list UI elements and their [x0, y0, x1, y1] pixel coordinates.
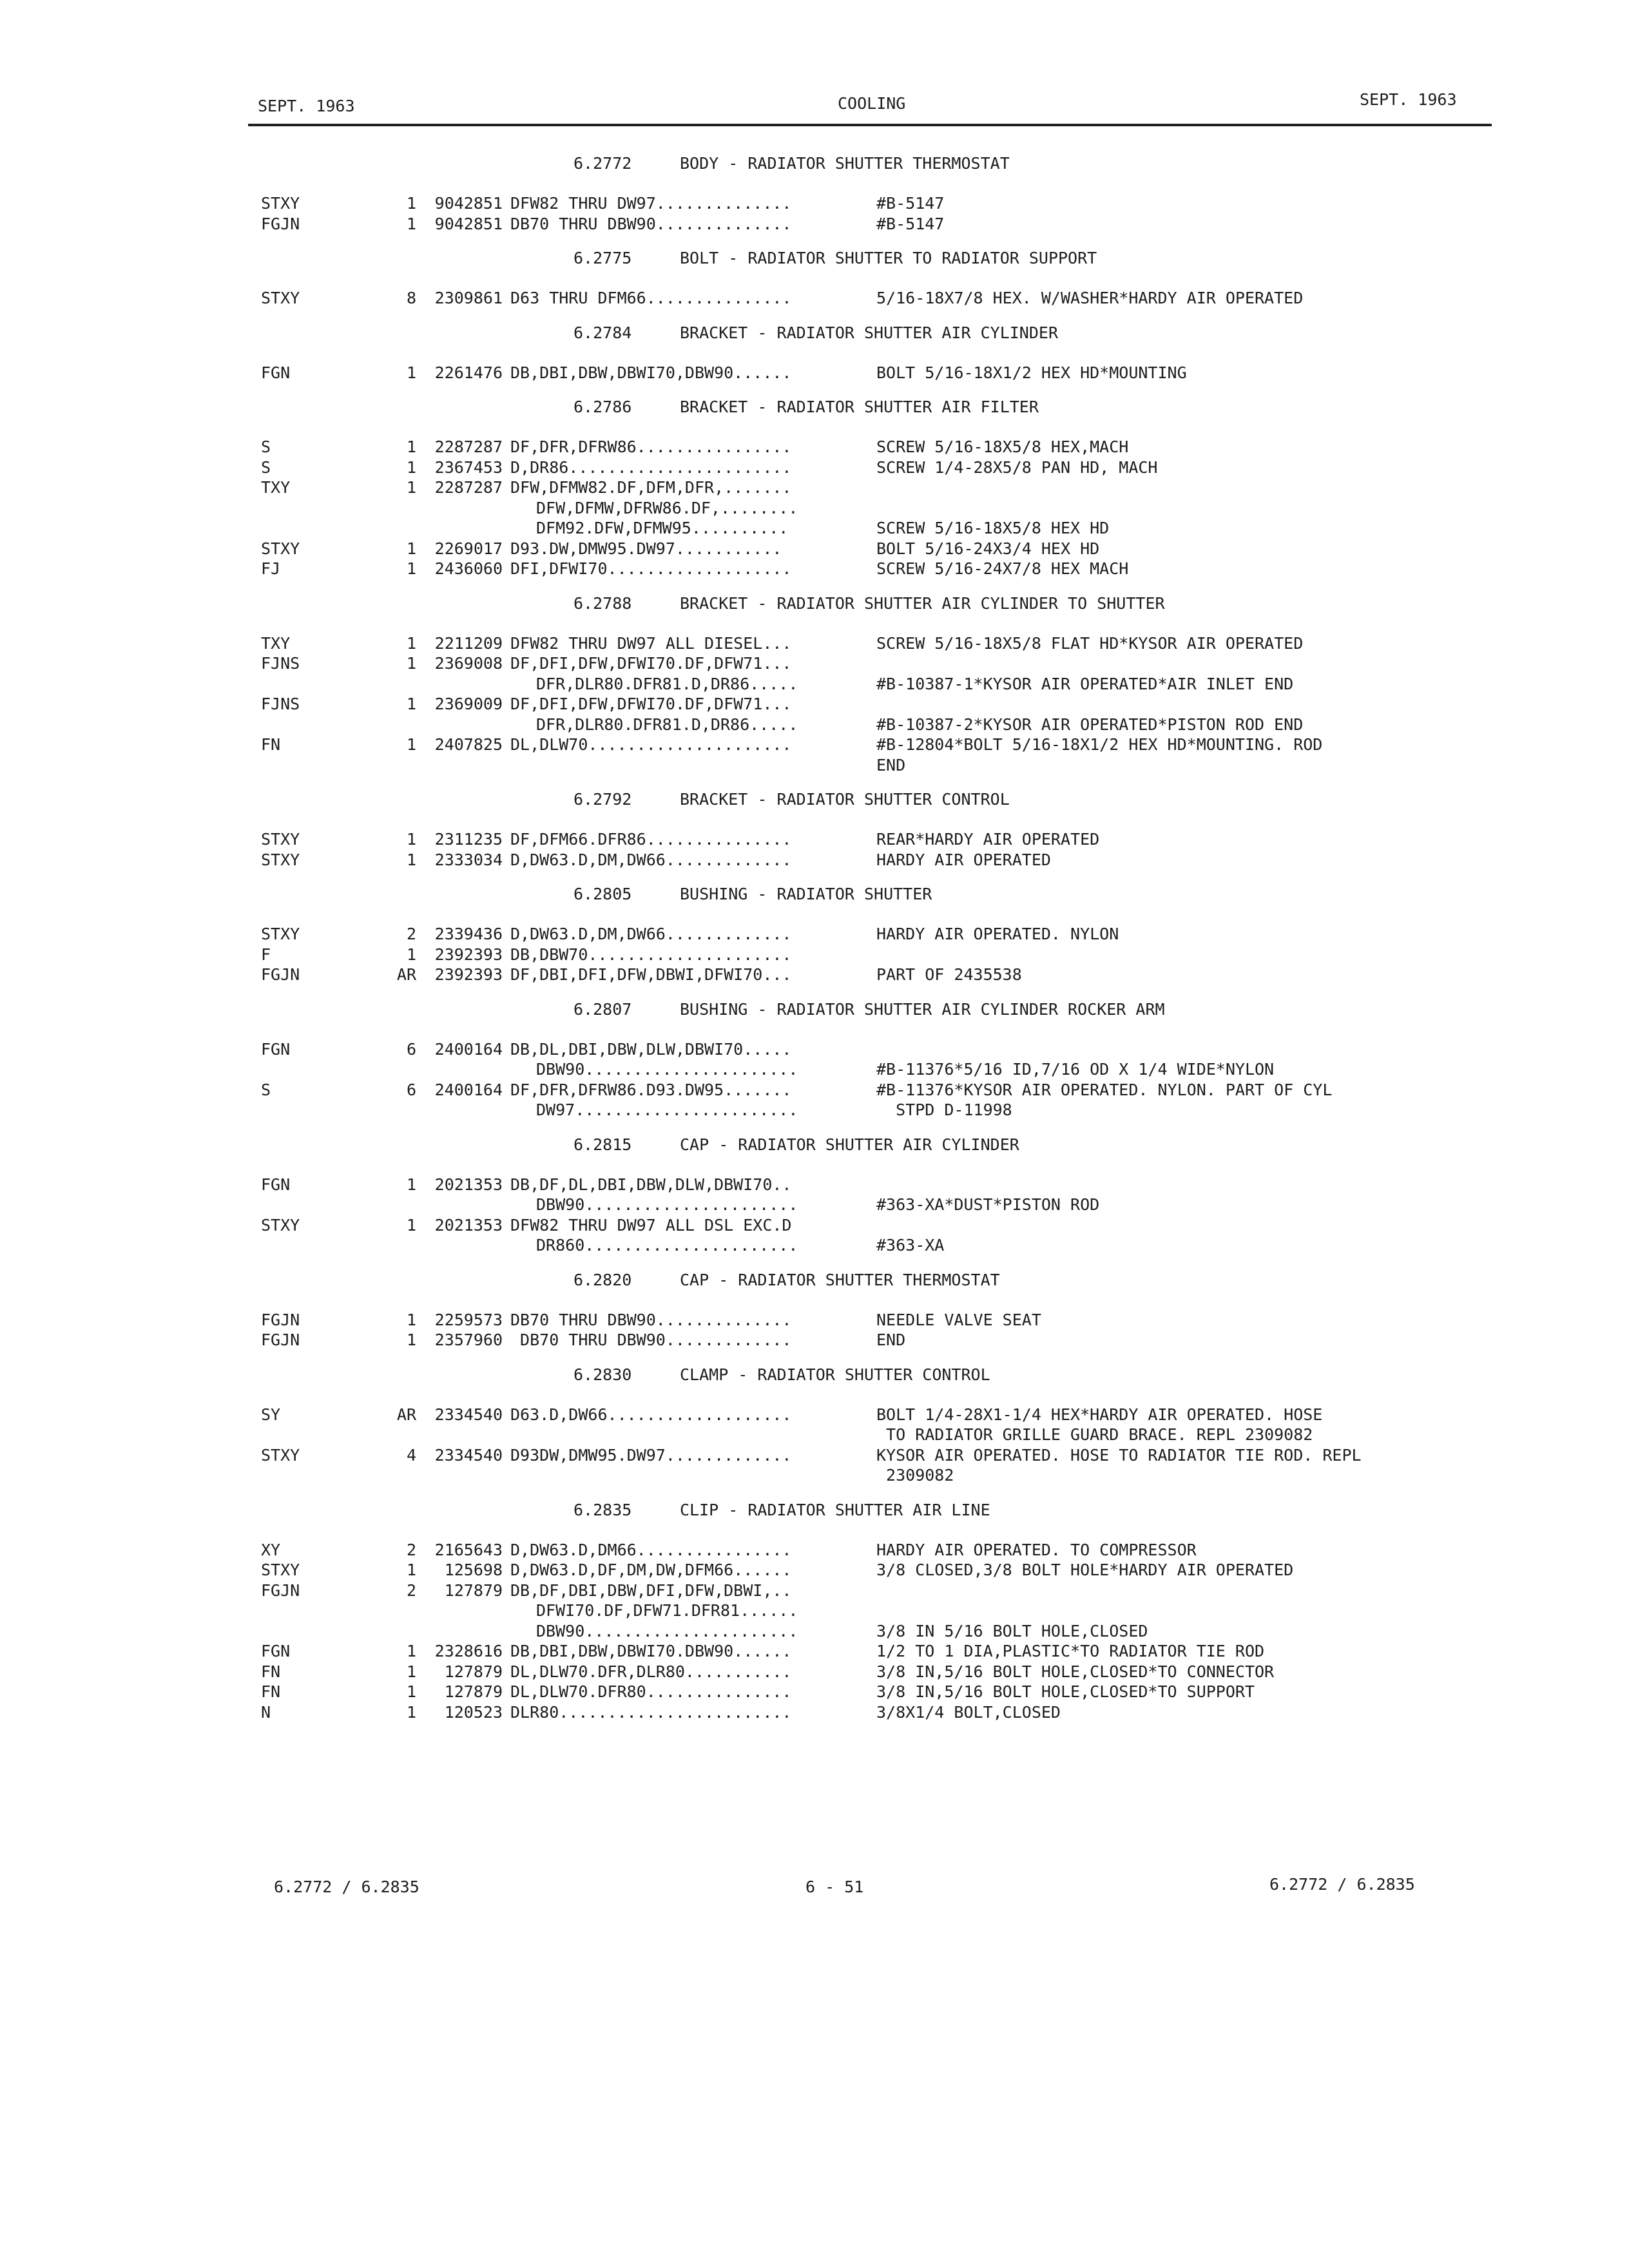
part-row: [0, 850, 1629, 870]
catalog-section: [0, 884, 1629, 985]
model-code: F: [261, 945, 271, 964]
quantity: 1: [406, 1662, 416, 1681]
catalog-section: [0, 1135, 1629, 1256]
header-date-left: SEPT. 1963: [258, 97, 355, 115]
part-number: 2269017: [434, 539, 503, 558]
model-usage: DF,DFI,DFW,DFWI70.DF,DFW71...: [510, 695, 792, 713]
part-number: 2392393: [434, 965, 503, 984]
model-usage: D,DW63.D,DM,DW66.............: [510, 850, 792, 869]
catalog-section: [0, 397, 1629, 579]
model-code: SY: [261, 1405, 281, 1424]
section-heading: [574, 1135, 1629, 1155]
model-code: FGN: [261, 1175, 291, 1194]
part-number: 9042851: [434, 214, 503, 233]
catalog-section: [0, 153, 1629, 234]
part-number: 2400164: [434, 1080, 503, 1099]
quantity: 6: [406, 1080, 416, 1099]
continuation-row: [0, 1195, 1629, 1215]
part-row: [0, 477, 1629, 498]
section-heading: [574, 789, 1629, 810]
model-usage: DL,DLW70.DFR80...............: [510, 1682, 792, 1701]
part-remark: NEEDLE VALVE SEAT: [876, 1310, 1041, 1329]
model-code: STXY: [261, 194, 300, 213]
section-number: 6.2815: [574, 1135, 632, 1154]
part-remark: HARDY AIR OPERATED. NYLON: [876, 925, 1119, 943]
model-code: FGN: [261, 1642, 291, 1660]
part-row: [0, 1445, 1629, 1466]
part-number: 2369008: [434, 654, 503, 673]
model-usage: DW97.......................: [536, 1100, 798, 1119]
quantity: 1: [406, 633, 416, 653]
model-usage: DB,DF,DBI,DBW,DFI,DFW,DBWI,..: [510, 1581, 792, 1600]
part-remark: STPD D-11998: [876, 1100, 1012, 1119]
continuation-row: [0, 1059, 1629, 1080]
section-heading: [574, 323, 1629, 343]
part-row: [0, 193, 1629, 214]
part-remark: 1/2 TO 1 DIA,PLASTIC*TO RADIATOR TIE ROD: [876, 1642, 1265, 1660]
model-code: FGJN: [261, 1581, 300, 1600]
section-heading: [574, 593, 1629, 614]
model-code: S: [261, 457, 271, 477]
part-number: 125698: [444, 1561, 503, 1579]
page-number: 6 - 51: [805, 1878, 864, 1896]
model-code: FN: [261, 735, 281, 754]
model-usage: D93.DW,DMW95.DW97...........: [510, 539, 782, 558]
quantity: 1: [406, 539, 416, 558]
catalog-section: [0, 593, 1629, 776]
model-usage: DBW90......................: [536, 1060, 798, 1079]
quantity: 1: [406, 1175, 416, 1194]
part-row: [0, 559, 1629, 579]
model-usage: D,DR86.......................: [510, 457, 792, 477]
quantity: 2: [406, 1540, 416, 1559]
model-code: N: [261, 1702, 271, 1722]
catalog-section: [0, 323, 1629, 383]
part-row: [0, 1662, 1629, 1682]
quantity: 8: [406, 289, 416, 307]
part-row: [0, 437, 1629, 457]
part-remark: #B-11376*KYSOR AIR OPERATED. NYLON. PART OF CYL: [876, 1080, 1333, 1099]
part-number: 2357960: [434, 1331, 503, 1349]
part-row: [0, 829, 1629, 850]
model-usage: DFW82 THRU DW97..............: [510, 194, 792, 213]
part-number: 2328616: [434, 1642, 503, 1660]
model-usage: DFI,DFWI70...................: [510, 559, 792, 578]
catalog-section: [0, 789, 1629, 870]
section-heading: [574, 1500, 1629, 1521]
model-usage: DB,DBI,DBW,DBWI70.DBW90......: [510, 1642, 792, 1660]
section-heading: [574, 153, 1629, 174]
part-remark: HARDY AIR OPERATED: [876, 850, 1051, 869]
part-remark: 3/8 IN,5/16 BOLT HOLE,CLOSED*TO SUPPORT: [876, 1682, 1255, 1701]
part-number: 2287287: [434, 478, 503, 497]
model-usage: D63.D,DW66...................: [510, 1405, 792, 1424]
part-remark: END: [876, 755, 906, 774]
model-code: TXY: [261, 478, 291, 497]
model-code: S: [261, 437, 271, 456]
section-number: 6.2775: [574, 249, 632, 267]
section-title: CLIP - RADIATOR SHUTTER AIR LINE: [680, 1500, 990, 1519]
part-remark: 3/8 IN 5/16 BOLT HOLE,CLOSED: [876, 1621, 1148, 1640]
part-row: [0, 653, 1629, 674]
header-date-right: SEPT. 1963: [1360, 90, 1457, 109]
part-row: [0, 1581, 1629, 1601]
model-code: STXY: [261, 1215, 300, 1235]
part-row: [0, 924, 1629, 945]
part-row: [0, 965, 1629, 985]
section-number: 6.2805: [574, 885, 632, 903]
section-title: BRACKET - RADIATOR SHUTTER AIR CYLINDER TO SHUTTER: [680, 593, 1165, 613]
section-heading: [574, 248, 1629, 269]
quantity: 1: [406, 830, 416, 849]
model-code: FGN: [261, 363, 291, 382]
quantity: 1: [406, 654, 416, 673]
model-code: FGJN: [261, 1331, 300, 1349]
part-number: 2339436: [434, 925, 503, 943]
section-heading: [574, 1365, 1629, 1385]
model-code: STXY: [261, 1561, 300, 1579]
part-remark: KYSOR AIR OPERATED. HOSE TO RADIATOR TIE ROD. REPL: [876, 1445, 1362, 1465]
part-remark: 2309082: [876, 1466, 954, 1485]
continuation-row: [0, 715, 1629, 735]
part-row: [0, 1215, 1629, 1236]
section-title: CAP - RADIATOR SHUTTER THERMOSTAT: [680, 1270, 1000, 1289]
section-heading: [574, 1270, 1629, 1291]
part-remark: HARDY AIR OPERATED. TO COMPRESSOR: [876, 1540, 1197, 1559]
part-row: [0, 1540, 1629, 1561]
part-remark: #363-XA: [876, 1236, 945, 1254]
quantity: 1: [406, 695, 416, 713]
part-row: [0, 1560, 1629, 1581]
quantity: 1: [406, 363, 416, 382]
parts-list: [0, 153, 1629, 1722]
part-remark: #B-12804*BOLT 5/16-18X1/2 HEX HD*MOUNTING. ROD: [876, 735, 1323, 754]
model-usage: DLR80........................: [510, 1702, 792, 1722]
model-usage: DF,DFI,DFW,DFWI70.DF,DFW71...: [510, 654, 792, 673]
quantity: 2: [406, 925, 416, 943]
part-remark: PART OF 2435538: [876, 965, 1022, 984]
quantity: 1: [406, 735, 416, 754]
model-usage: DF,DFR,DFRW86................: [510, 437, 792, 456]
part-row: [0, 288, 1629, 309]
part-remark: #B-5147: [876, 194, 945, 213]
quantity: 1: [406, 1331, 416, 1349]
model-usage: DB70 THRU DBW90..............: [510, 214, 792, 233]
part-remark: BOLT 1/4-28X1-1/4 HEX*HARDY AIR OPERATED. HOSE: [876, 1405, 1323, 1424]
continuation-row: [0, 498, 1629, 519]
model-usage: DBW90......................: [536, 1195, 798, 1214]
quantity: 1: [406, 437, 416, 456]
part-number: 2407825: [434, 735, 503, 754]
model-usage: D63 THRU DFM66...............: [510, 289, 792, 307]
part-row: [0, 633, 1629, 654]
section-title: BOLT - RADIATOR SHUTTER TO RADIATOR SUPPORT: [680, 249, 1097, 267]
part-remark: END: [876, 1331, 906, 1349]
catalog-section: [0, 999, 1629, 1120]
part-remark: #B-10387-1*KYSOR AIR OPERATED*AIR INLET END: [876, 674, 1294, 693]
part-number: 2334540: [434, 1405, 503, 1424]
section-title: CAP - RADIATOR SHUTTER AIR CYLINDER: [680, 1135, 1019, 1154]
model-usage: DFW,DFMW,DFRW86.DF,........: [536, 498, 798, 517]
model-usage: DFR,DLR80.DFR81.D,DR86.....: [536, 715, 798, 734]
footer-range-right: 6.2772 / 6.2835: [1269, 1875, 1415, 1894]
part-remark: #B-10387-2*KYSOR AIR OPERATED*PISTON ROD END: [876, 715, 1304, 734]
section-heading: [574, 397, 1629, 418]
part-row: [0, 1682, 1629, 1702]
quantity: 1: [406, 1702, 416, 1722]
part-remark: TO RADIATOR GRILLE GUARD BRACE. REPL 2309082: [876, 1425, 1313, 1444]
continuation-row: [0, 674, 1629, 695]
model-code: STXY: [261, 289, 300, 307]
part-row: [0, 1465, 1629, 1486]
quantity: 1: [406, 457, 416, 477]
model-usage: DB,DL,DBI,DBW,DLW,DBWI70.....: [510, 1039, 792, 1059]
model-usage: D,DW63.D,DM66................: [510, 1540, 792, 1559]
part-number: 2021353: [434, 1215, 503, 1235]
catalog-section: [0, 248, 1629, 309]
part-remark: SCREW 5/16-18X5/8 HEX,MACH: [876, 437, 1129, 456]
model-usage: DB,DBI,DBW,DBWI70,DBW90......: [510, 363, 792, 382]
part-remark: #B-5147: [876, 214, 945, 233]
section-number: 6.2830: [574, 1365, 632, 1384]
quantity: 6: [406, 1039, 416, 1059]
part-row: [0, 735, 1629, 755]
model-usage: DFW,DFMW82.DF,DFM,DFR,.......: [510, 478, 792, 497]
part-row: [0, 1641, 1629, 1662]
quantity: AR: [396, 1405, 416, 1424]
part-remark: SCREW 5/16-24X7/8 HEX MACH: [876, 559, 1129, 578]
part-number: 127879: [444, 1662, 503, 1681]
section-number: 6.2786: [574, 398, 632, 416]
quantity: 1: [406, 1310, 416, 1329]
part-remark: 3/8 CLOSED,3/8 BOLT HOLE*HARDY AIR OPERATED: [876, 1561, 1294, 1579]
model-usage: D93DW,DMW95.DW97.............: [510, 1445, 792, 1465]
part-row: [0, 214, 1629, 235]
model-usage: DL,DLW70.....................: [510, 735, 792, 754]
continuation-row: [0, 1100, 1629, 1120]
quantity: 1: [406, 1642, 416, 1660]
catalog-section: [0, 1365, 1629, 1486]
model-code: FN: [261, 1682, 281, 1701]
section-title: BUSHING - RADIATOR SHUTTER AIR CYLINDER ROCKER ARM: [680, 999, 1165, 1019]
section-title: BRACKET - RADIATOR SHUTTER AIR CYLINDER: [680, 323, 1058, 342]
part-number: 2165643: [434, 1540, 503, 1559]
part-number: 2309861: [434, 289, 503, 307]
section-heading: [574, 884, 1629, 905]
model-usage: DL,DLW70.DFR,DLR80...........: [510, 1662, 792, 1681]
footer-range-left: 6.2772 / 6.2835: [274, 1878, 419, 1896]
model-code: S: [261, 1080, 271, 1099]
part-row: [0, 694, 1629, 715]
part-number: 2261476: [434, 363, 503, 382]
part-remark: BOLT 5/16-18X1/2 HEX HD*MOUNTING: [876, 363, 1187, 382]
model-usage: DB,DBW70.....................: [510, 945, 792, 964]
part-row: [0, 457, 1629, 478]
part-row: [0, 1405, 1629, 1425]
part-row: [0, 539, 1629, 559]
quantity: 1: [406, 1561, 416, 1579]
part-number: 127879: [444, 1581, 503, 1600]
part-number: 2211209: [434, 633, 503, 653]
model-code: FGJN: [261, 965, 300, 984]
part-number: 2400164: [434, 1039, 503, 1059]
section-heading: [574, 999, 1629, 1020]
part-row: [0, 1330, 1629, 1350]
quantity: 1: [406, 1682, 416, 1701]
section-number: 6.2772: [574, 154, 632, 173]
model-usage: DFW82 THRU DW97 ALL DSL EXC.D: [510, 1215, 792, 1235]
part-remark: REAR*HARDY AIR OPERATED: [876, 830, 1100, 849]
part-row: [0, 1310, 1629, 1331]
model-code: STXY: [261, 539, 300, 558]
part-remark: 3/8 IN,5/16 BOLT HOLE,CLOSED*TO CONNECTOR: [876, 1662, 1275, 1681]
part-remark: BOLT 5/16-24X3/4 HEX HD: [876, 539, 1100, 558]
model-usage: DFR,DLR80.DFR81.D,DR86.....: [536, 674, 798, 693]
part-remark: SCREW 5/16-18X5/8 HEX HD: [876, 519, 1110, 537]
part-number: 2392393: [434, 945, 503, 964]
part-number: 9042851: [434, 194, 503, 213]
part-row: [0, 363, 1629, 383]
section-number: 6.2784: [574, 323, 632, 342]
model-code: FJNS: [261, 654, 300, 673]
section-title: CLAMP - RADIATOR SHUTTER CONTROL: [680, 1365, 990, 1384]
continuation-row: [0, 1600, 1629, 1621]
catalog-section: [0, 1500, 1629, 1723]
model-code: FGJN: [261, 1310, 300, 1329]
model-code: FGJN: [261, 214, 300, 233]
part-row: [0, 1080, 1629, 1100]
quantity: 1: [406, 1215, 416, 1235]
model-code: FGN: [261, 1039, 291, 1059]
model-usage: DB70 THRU DBW90.............: [510, 1331, 792, 1349]
model-code: STXY: [261, 925, 300, 943]
section-title: BODY - RADIATOR SHUTTER THERMOSTAT: [680, 154, 1010, 173]
part-row: [0, 755, 1629, 776]
catalog-section: [0, 1270, 1629, 1350]
model-code: STXY: [261, 1445, 300, 1465]
continuation-row: [0, 518, 1629, 539]
part-row: [0, 1425, 1629, 1445]
part-row: [0, 1175, 1629, 1195]
section-number: 6.2792: [574, 790, 632, 809]
part-number: 2436060: [434, 559, 503, 578]
part-number: 2311235: [434, 830, 503, 849]
part-row: [0, 1039, 1629, 1060]
section-number: 6.2788: [574, 593, 632, 613]
part-number: 2334540: [434, 1445, 503, 1465]
model-usage: DFM92.DFW,DFMW95..........: [536, 519, 789, 537]
part-number: 2367453: [434, 457, 503, 477]
quantity: AR: [396, 965, 416, 984]
part-number: 2369009: [434, 695, 503, 713]
section-number: 6.2820: [574, 1270, 632, 1289]
part-number: 2287287: [434, 437, 503, 456]
model-code: XY: [261, 1540, 281, 1559]
section-title: BRACKET - RADIATOR SHUTTER AIR FILTER: [680, 398, 1039, 416]
model-code: STXY: [261, 850, 300, 869]
section-number: 6.2835: [574, 1500, 632, 1519]
continuation-row: [0, 1235, 1629, 1256]
part-number: 120523: [444, 1702, 503, 1722]
section-title: BUSHING - RADIATOR SHUTTER: [680, 885, 932, 903]
model-usage: DF,DFR,DFRW86.D93.DW95.......: [510, 1080, 792, 1099]
part-number: 2259573: [434, 1310, 503, 1329]
model-usage: DF,DFM66.DFR86...............: [510, 830, 792, 849]
model-usage: DFWI70.DF,DFW71.DFR81......: [536, 1601, 798, 1620]
part-remark: SCREW 5/16-18X5/8 FLAT HD*KYSOR AIR OPERATED: [876, 633, 1304, 653]
model-code: TXY: [261, 633, 291, 653]
model-usage: D,DW63.D,DF,DM,DW,DFM66......: [510, 1561, 792, 1579]
model-code: FN: [261, 1662, 281, 1681]
part-remark: #B-11376*5/16 ID,7/16 OD X 1/4 WIDE*NYLON: [876, 1060, 1275, 1079]
part-remark: #363-XA*DUST*PISTON ROD: [876, 1195, 1100, 1214]
model-usage: DB70 THRU DBW90..............: [510, 1310, 792, 1329]
model-usage: DB,DF,DL,DBI,DBW,DLW,DBWI70..: [510, 1175, 792, 1194]
model-usage: D,DW63.D,DM,DW66.............: [510, 925, 792, 943]
quantity: 1: [406, 214, 416, 233]
model-code: FJNS: [261, 695, 300, 713]
continuation-row: [0, 1621, 1629, 1642]
part-number: 127879: [444, 1682, 503, 1701]
quantity: 1: [406, 945, 416, 964]
quantity: 1: [406, 194, 416, 213]
quantity: 1: [406, 850, 416, 869]
quantity: 4: [406, 1445, 416, 1465]
model-usage: DF,DBI,DFI,DFW,DBWI,DFWI70...: [510, 965, 792, 984]
part-row: [0, 1702, 1629, 1723]
model-code: STXY: [261, 830, 300, 849]
header-rule: [248, 124, 1492, 126]
part-remark: 5/16-18X7/8 HEX. W/WASHER*HARDY AIR OPERATED: [876, 289, 1304, 307]
part-row: [0, 945, 1629, 965]
part-number: 2333034: [434, 850, 503, 869]
section-title: BRACKET - RADIATOR SHUTTER CONTROL: [680, 790, 1010, 809]
quantity: 1: [406, 478, 416, 497]
section-number: 6.2807: [574, 999, 632, 1019]
model-usage: DBW90......................: [536, 1621, 798, 1640]
part-remark: SCREW 1/4-28X5/8 PAN HD, MACH: [876, 457, 1158, 477]
quantity: 1: [406, 559, 416, 578]
part-number: 2021353: [434, 1175, 503, 1194]
model-usage: DR860......................: [536, 1236, 798, 1254]
quantity: 2: [406, 1581, 416, 1600]
header-title: COOLING: [838, 94, 906, 113]
model-code: FJ: [261, 559, 281, 578]
part-remark: 3/8X1/4 BOLT,CLOSED: [876, 1702, 1061, 1722]
model-usage: DFW82 THRU DW97 ALL DIESEL...: [510, 633, 792, 653]
